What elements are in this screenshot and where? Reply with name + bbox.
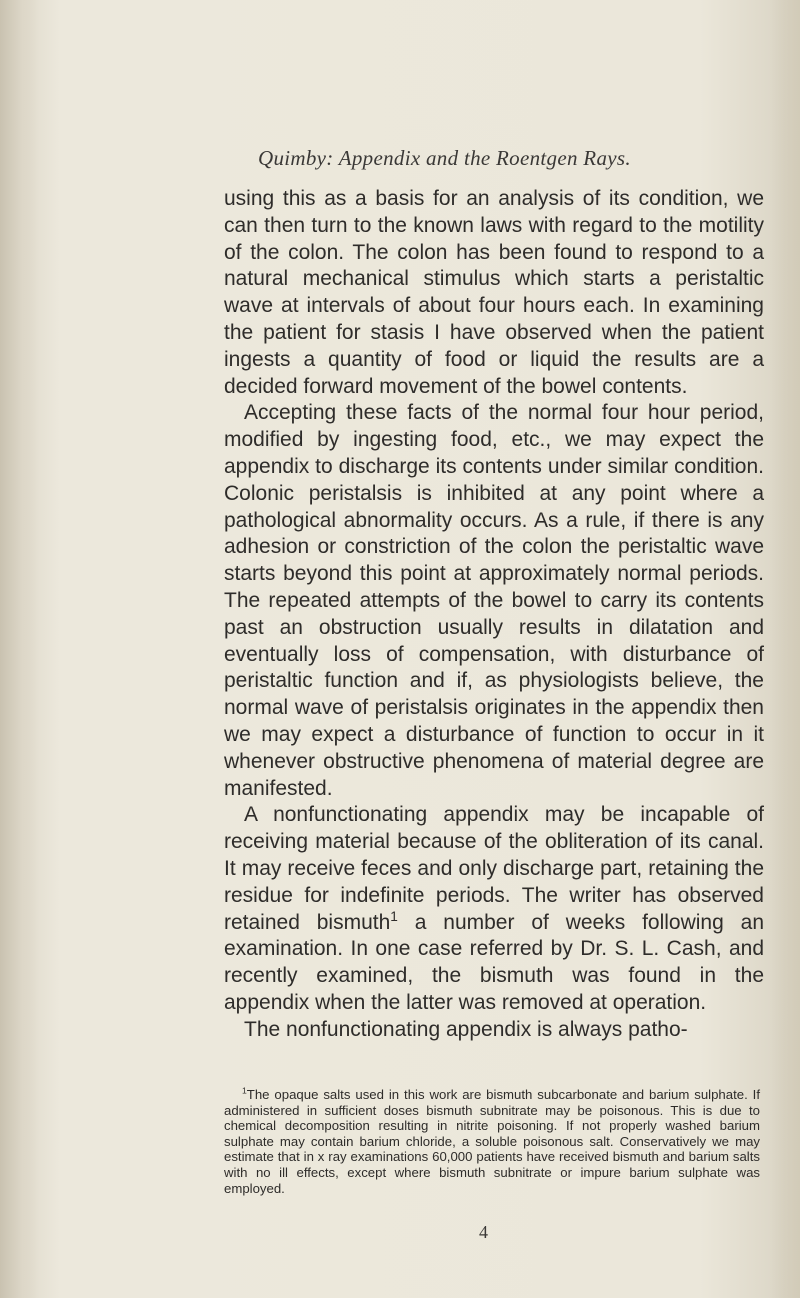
footnote-reference: 1: [390, 908, 398, 924]
footnote: [224, 1087, 760, 1196]
paragraph-3-text-before: A nonfunctionating appendix may be incapable of receiving material because of the obliteration of its canal. It may receive feces and only discharge part, retaining the residue for indefinite periods. The writer has observed retained bismuth: [224, 803, 764, 934]
paragraph-4: The nonfunctionating appendix is always patho-: [244, 1017, 688, 1041]
paragraph-1: using this as a basis for an analysis of its condition, we can then turn to the known laws with regard to the motility of the colon. The colon has been found to respond to a natural mechanical stimulus which starts a peristaltic wave at intervals of about four hours each. In examining the patient for stasis I have observed when the patient ingests a quantity of food or liquid the results are a decided forward movement of the bowel contents.: [224, 187, 764, 398]
body-text: [224, 186, 764, 1044]
footnote-text: The opaque salts used in this work are bismuth subcarbonate and barium sulphate. If administered in sufficient doses bismuth subnitrate may be poisonous. This is due to chemical decomposition resulting in nitrite poisoning. If not properly washed barium sulphate may contain barium chloride, a soluble poisonous salt. Conservatively we may estimate that in x ray examinations 60,000 patients have received bismuth and barium salts with no ill effects, except where bismuth subnitrate or impure barium sulphate was employed.: [224, 1087, 760, 1196]
page-number: 4: [479, 1222, 488, 1242]
paragraph-3: [224, 802, 764, 1016]
page-edge-shadow: [770, 0, 800, 1298]
footnote-marker: 1: [242, 1085, 247, 1096]
binding-shadow: [0, 0, 38, 1298]
running-head: Quimby: Appendix and the Roentgen Rays.: [258, 146, 631, 170]
paragraph-3-text-after: a number of weeks following an examination. In one case referred by Dr. S. L. Cash, and recently examined, the bismuth was found in the appendix when the latter was removed at operation.: [224, 910, 764, 1014]
paragraph-2: Accepting these facts of the normal four hour period, modified by ingesting food, etc., we may expect the appendix to discharge its contents under similar condition. Colonic peristalsis is inhibited at any point where a pathological abnormality occurs. As a rule, if there is any adhesion or constriction of the colon the peristaltic wave starts beyond this point at approximately normal periods. The repeated attempts of the bowel to carry its contents past an obstruction usually results in dilatation and eventually loss of compensation, with disturbance of peristaltic function and if, as physiologists believe, the normal wave of peristalsis originates in the appendix then we may expect a disturbance of function to occur in it whenever obstructive phenomena of material degree are manifested.: [224, 401, 764, 800]
